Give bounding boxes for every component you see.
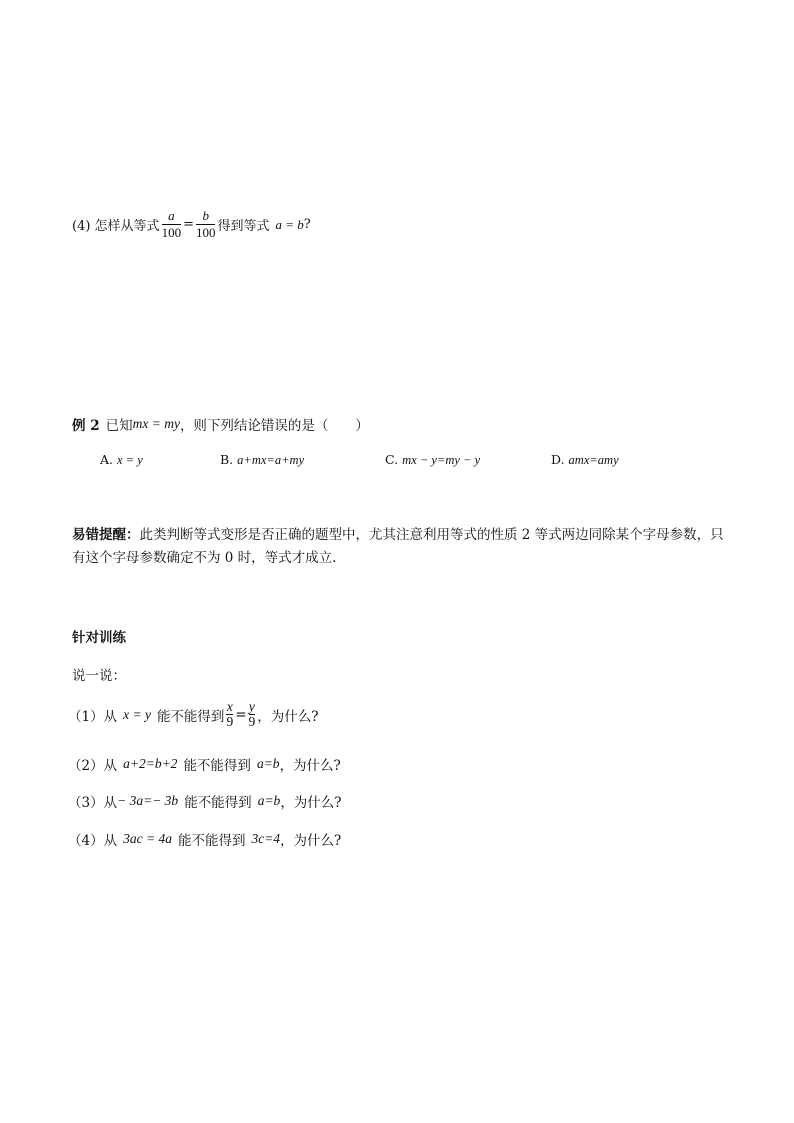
practice-item-2: （2） 从 a+2=b+2 能不能得到 a=b ，为什么? xyxy=(68,756,341,774)
option-d-expr: amx=amy xyxy=(568,453,619,467)
fraction-a-over-100: $\frac{a}{100}$ xyxy=(161,208,182,240)
question-4-target: a = b xyxy=(275,216,304,232)
example-2-pre: 已知 xyxy=(105,418,133,434)
example-2-post: ，则下列结论错误的是（ ） xyxy=(179,418,369,434)
example-2-label: 例 2 xyxy=(72,418,100,434)
practice-item-1: （1） 从 x = y 能不能得到 $\frac{x}{9}$ = $\frac{y}{9}$ ，为什么? xyxy=(68,699,319,729)
question-4-mid: 得到等式 xyxy=(217,219,270,234)
example-2 xyxy=(72,414,369,434)
option-a-expr: x = y xyxy=(117,453,143,467)
error-tip xyxy=(72,524,732,570)
equals-sign: = xyxy=(183,217,194,232)
example-2-condition: mx = my xyxy=(132,416,180,431)
practice-item-4: （4） 从 3ac = 4a 能不能得到 3c=4 ，为什么? xyxy=(68,831,342,849)
fraction-x-over-9: $\frac{x}{9}$ xyxy=(226,699,234,729)
practice-item-3: （3） 从 − 3a=− 3b 能不能得到 a=b ，为什么? xyxy=(68,793,342,811)
option-a[interactable]: A. x = y xyxy=(100,452,143,467)
practice-heading: 针对训练 xyxy=(72,630,126,646)
practice-sub: 说一说： xyxy=(72,668,126,684)
option-b-expr: a+mx=a+my xyxy=(237,453,305,467)
error-tip-label: 易错提醒： xyxy=(72,527,140,543)
fraction-y-over-9: $\frac{y}{9}$ xyxy=(248,699,256,729)
error-tip-text: 此类判断等式变形是否正确的题型中，尤其注意利用等式的性质 2 等式两边同除某个字母参数，只有这个字母参数确定不为 0 时，等式才成立. xyxy=(72,527,724,566)
option-c[interactable]: C. mx − y=my − y xyxy=(385,452,481,467)
option-c-expr: mx − y=my − y xyxy=(402,453,481,467)
question-4-label: (4) 怎样从等式 xyxy=(72,219,160,234)
question-4-end: ? xyxy=(303,217,311,232)
option-b[interactable]: B. a+mx=a+my xyxy=(220,452,305,467)
fraction-b-over-100: $\frac{b}{100}$ xyxy=(195,208,216,240)
option-d[interactable]: D. amx=amy xyxy=(551,452,619,467)
question-4 xyxy=(72,208,311,241)
